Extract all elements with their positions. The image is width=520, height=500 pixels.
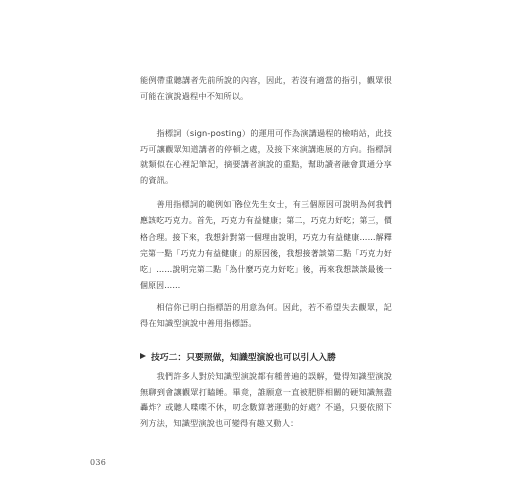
example-text: 各位先生女士，有三個原因可說明為何我們應該吃巧克力。首先，巧克力有益健康；第二，巧克力好吃；第三，價格合理。接下來，我想針對第一個理由說明，巧克力有益健康……解釋完第一點「巧克力有益健康」的原因後，我想接著談第二點「巧克力好吃」……說明完第二點「為什麼巧克力好吃」後，再來我想談談最後一個原因…… <box>140 200 392 291</box>
section-heading <box>140 349 400 363</box>
page-number: 036 <box>90 458 107 467</box>
paragraph-conclusion: 相信你已明白指標語的用意為何。因此，若不希望失去觀眾，記得在知識型演說中善用指標語。 <box>140 302 392 328</box>
triangle-bullet-icon <box>140 353 146 359</box>
paragraph-signposting: 指標詞（sign-posting）的運用可作為演講過程的檢哨站，此技巧可讓觀眾知道講者的停頓之處，及接下來演講進展的方向。指標詞就類似在心裡記筆記，摘要講者演說的重點，幫助讀者融會貫通分享的資訊。 <box>140 128 392 185</box>
paragraph-intro: 能例帶重聽講者先前所說的內容，因此，若沒有適當的指引，觀眾很可能在演說過程中不知所以。 <box>140 75 392 101</box>
paragraph-example-lead: 善用指標詞的範例如下： <box>156 199 249 209</box>
paragraph-section-body: 我們許多人對於知識型演說都有種普遍的誤解，覺得知識型演說無聊到會讓觀眾打瞌睡。畢竟，誰願意一直被肥胖相關的硬知識無盡轟炸？或聽人喋喋不休，叨念數算著運動的好處？不過，只要依照下列方法，知識型演說也可變得有趣又動人： <box>140 371 392 428</box>
section-heading-text: 技巧二：只要照做，知識型演說也可以引人入勝 <box>151 352 336 363</box>
